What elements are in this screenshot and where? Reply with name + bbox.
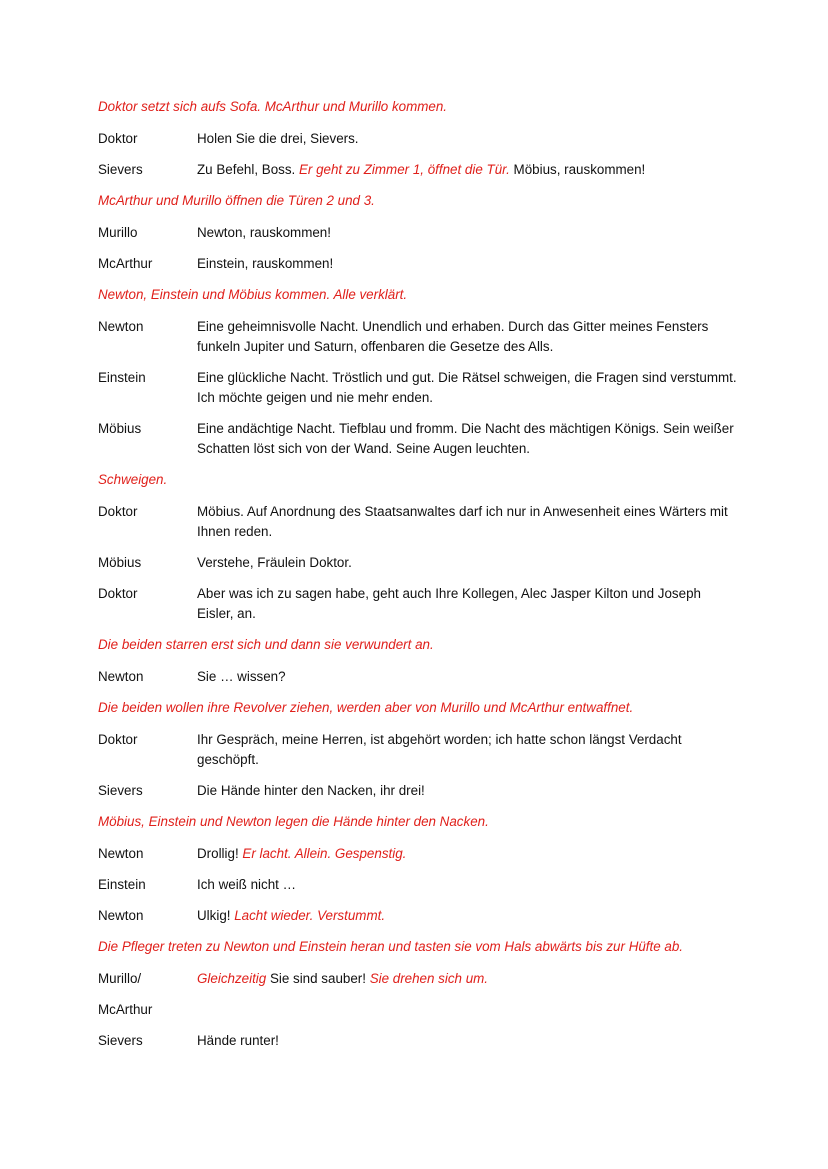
dialogue-text <box>197 1031 738 1051</box>
speaker-name: Möbius <box>98 555 142 570</box>
inline-stage-direction: Gleichzeitig <box>197 971 267 986</box>
spoken-text: Eine andächtige Nacht. Tiefblau und fromm. Die Nacht des mächtigen Königs. Sein weißer Schatten löst sich von der Wand. Seine Augen leuchten. <box>197 421 734 456</box>
inline-stage-direction: Lacht wieder. Verstummt. <box>234 908 386 923</box>
dialogue-line <box>98 906 738 926</box>
dialogue-line <box>98 368 738 408</box>
dialogue-text <box>197 129 738 149</box>
dialogue-line <box>98 1000 738 1020</box>
dialogue-line <box>98 781 738 801</box>
speaker-name: McArthur <box>98 1002 153 1017</box>
speaker-name: Sievers <box>98 1033 143 1048</box>
stage-direction: Die Pfleger treten zu Newton und Einstein heran und tasten sie vom Hals abwärts bis zur Hüfte ab. <box>98 939 684 954</box>
speaker-name: Möbius <box>98 421 142 436</box>
spoken-text: Drollig! <box>197 846 243 861</box>
dialogue-line <box>98 160 738 180</box>
dialogue-text <box>197 368 738 408</box>
inline-stage-direction: Sie drehen sich um. <box>369 971 489 986</box>
spoken-text: Hände runter! <box>197 1033 279 1048</box>
speaker-name: Einstein <box>98 370 146 385</box>
dialogue-text <box>197 160 738 180</box>
speaker-name: Doktor <box>98 131 138 146</box>
dialogue-line <box>98 667 738 687</box>
stage-direction: McArthur und Murillo öffnen die Türen 2 und 3. <box>98 193 375 208</box>
stage-direction: Möbius, Einstein und Newton legen die Hände hinter den Nacken. <box>98 814 489 829</box>
speaker-name: Newton <box>98 908 144 923</box>
speaker-name: Doktor <box>98 586 138 601</box>
stage-direction: Newton, Einstein und Möbius kommen. Alle verklärt. <box>98 287 408 302</box>
spoken-text: Möbius, rauskommen! <box>509 162 646 177</box>
dialogue-text <box>197 969 738 989</box>
dialogue-text <box>197 730 738 770</box>
dialogue-text <box>197 781 738 801</box>
script-page <box>98 97 738 1062</box>
speaker-name: Murillo <box>98 225 138 240</box>
dialogue-line <box>98 129 738 149</box>
stage-direction: Doktor setzt sich aufs Sofa. McArthur und Murillo kommen. <box>98 99 448 114</box>
spoken-text: Eine geheimnisvolle Nacht. Unendlich und erhaben. Durch das Gitter meines Fensters funkeln Jupiter und Saturn, offenbaren die Gesetze des Alls. <box>197 319 709 354</box>
dialogue-text <box>197 906 738 926</box>
spoken-text: Ulkig! <box>197 908 235 923</box>
spoken-text: Möbius. Auf Anordnung des Staatsanwaltes darf ich nur in Anwesenheit eines Wärters mit Ihnen reden. <box>197 504 728 539</box>
dialogue-line <box>98 875 738 895</box>
inline-stage-direction: Er geht zu Zimmer 1, öffnet die Tür. <box>298 162 510 177</box>
spoken-text: Aber was ich zu sagen habe, geht auch Ihre Kollegen, Alec Jasper Kilton und Joseph Eisler, an. <box>197 586 701 621</box>
speaker-name: Sievers <box>98 162 143 177</box>
dialogue-line <box>98 553 738 573</box>
dialogue-line <box>98 844 738 864</box>
dialogue-text <box>197 875 738 895</box>
dialogue-line <box>98 1031 738 1051</box>
stage-direction: Schweigen. <box>98 472 168 487</box>
stage-direction: Die beiden starren erst sich und dann sie verwundert an. <box>98 637 434 652</box>
speaker-name: Einstein <box>98 877 146 892</box>
spoken-text: Sie sind sauber! <box>266 971 370 986</box>
spoken-text: Einstein, rauskommen! <box>197 256 334 271</box>
inline-stage-direction: Er lacht. Allein. Gespenstig. <box>242 846 407 861</box>
dialogue-text <box>197 667 738 687</box>
dialogue-text <box>197 584 738 624</box>
dialogue-text <box>197 502 738 542</box>
spoken-text: Eine glückliche Nacht. Tröstlich und gut. Die Rätsel schweigen, die Fragen sind verstummt. Ich möchte geigen und nie mehr enden. <box>197 370 737 405</box>
dialogue-line <box>98 419 738 459</box>
dialogue-text <box>197 844 738 864</box>
spoken-text: Zu Befehl, Boss. <box>197 162 299 177</box>
dialogue-line <box>98 317 738 357</box>
speaker-name: Newton <box>98 319 144 334</box>
dialogue-line <box>98 584 738 624</box>
speaker-name: Murillo/ <box>98 971 142 986</box>
speaker-name: Sievers <box>98 783 143 798</box>
speaker-name: Doktor <box>98 504 138 519</box>
dialogue-text <box>197 317 738 357</box>
spoken-text: Verstehe, Fräulein Doktor. <box>197 555 352 570</box>
dialogue-text <box>197 1000 738 1020</box>
stage-direction: Die beiden wollen ihre Revolver ziehen, werden aber von Murillo und McArthur entwaffnet. <box>98 700 634 715</box>
dialogue-line <box>98 969 738 989</box>
dialogue-text <box>197 419 738 459</box>
dialogue-line <box>98 223 738 243</box>
speaker-name: McArthur <box>98 256 153 271</box>
spoken-text: Sie … wissen? <box>197 669 286 684</box>
spoken-text: Newton, rauskommen! <box>197 225 331 240</box>
spoken-text: Die Hände hinter den Nacken, ihr drei! <box>197 783 425 798</box>
dialogue-line <box>98 730 738 770</box>
spoken-text: Holen Sie die drei, Sievers. <box>197 131 359 146</box>
dialogue-text <box>197 553 738 573</box>
dialogue-line <box>98 254 738 274</box>
dialogue-text <box>197 223 738 243</box>
speaker-name: Newton <box>98 846 144 861</box>
speaker-name: Newton <box>98 669 144 684</box>
speaker-name: Doktor <box>98 732 138 747</box>
dialogue-text <box>197 254 738 274</box>
spoken-text: Ich weiß nicht … <box>197 877 296 892</box>
dialogue-line <box>98 502 738 542</box>
spoken-text: Ihr Gespräch, meine Herren, ist abgehört worden; ich hatte schon längst Verdacht geschöpft. <box>197 732 682 767</box>
